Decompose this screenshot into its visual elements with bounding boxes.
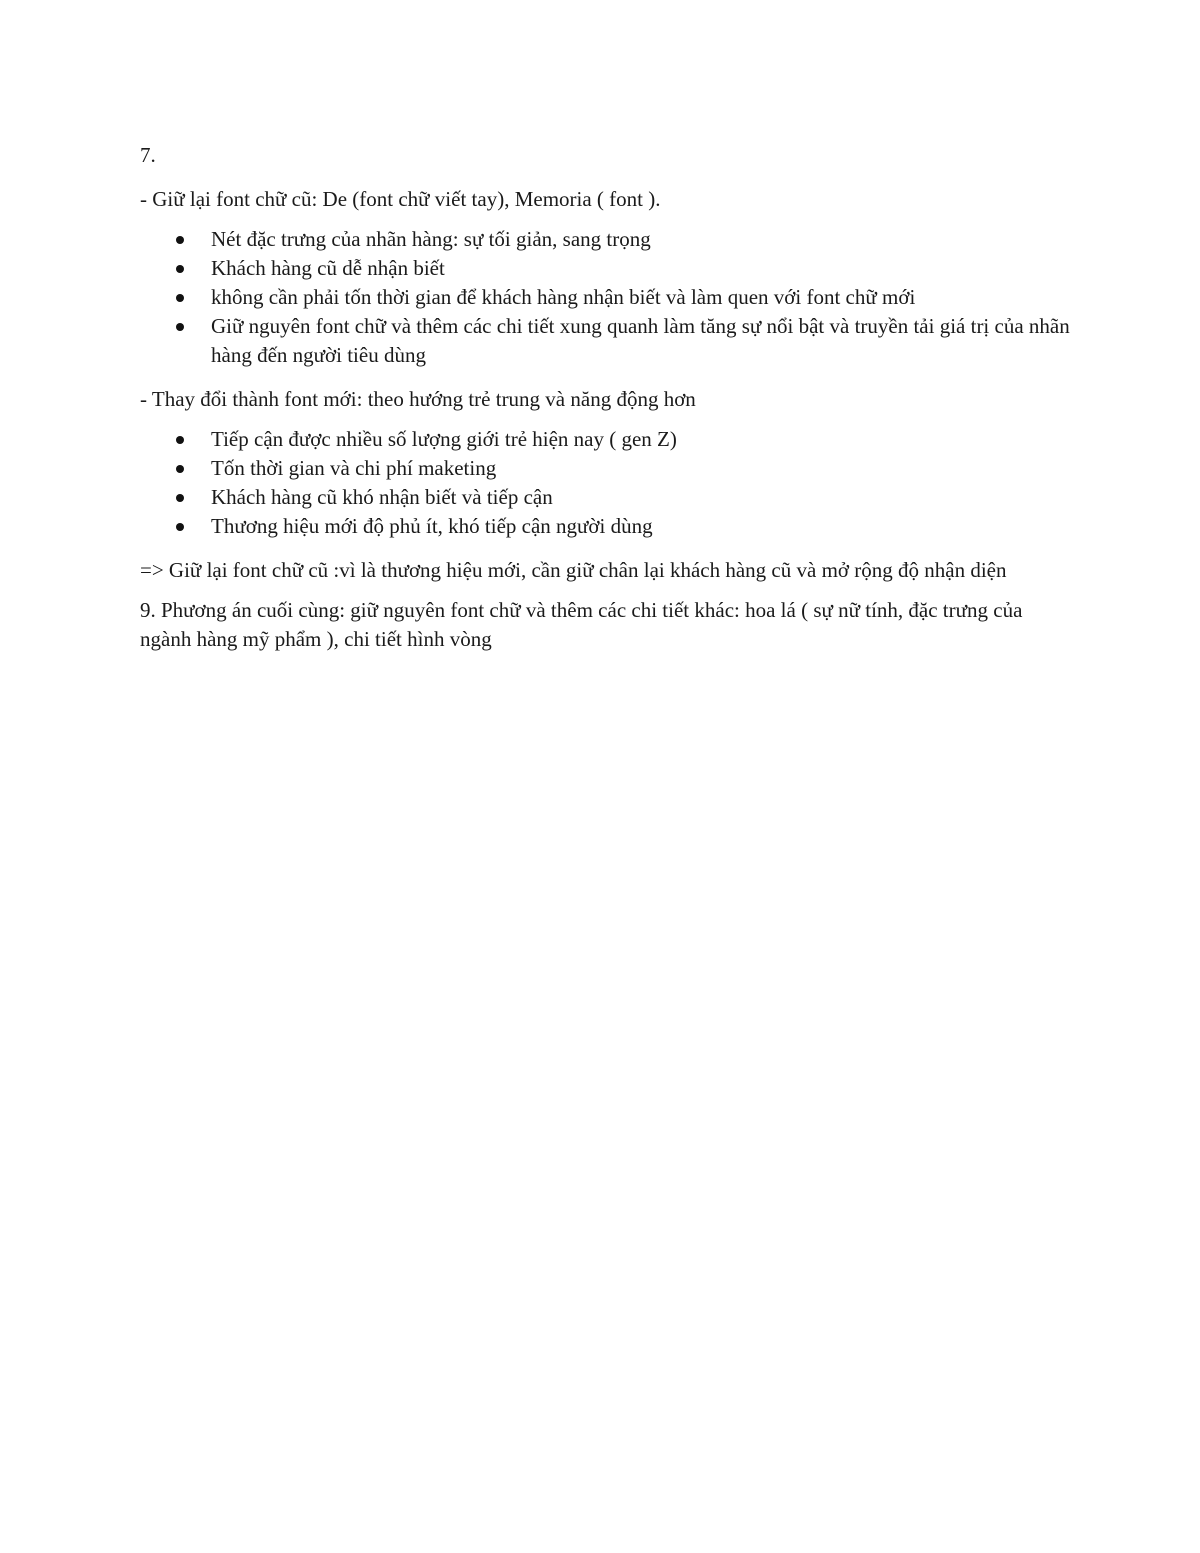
option-keep-heading: - Giữ lại font chữ cũ: De (font chữ viết tay), Memoria ( font ). xyxy=(140,187,661,211)
option-change-heading: - Thay đổi thành font mới: theo hướng trẻ trung và năng động hơn xyxy=(140,387,696,411)
list-item xyxy=(140,225,1070,254)
option-keep-list xyxy=(140,225,1070,370)
bullet-icon xyxy=(176,436,184,444)
document-body xyxy=(140,141,1070,665)
list-item-text: Giữ nguyên font chữ và thêm các chi tiết xung quanh làm tăng sự nổi bật và truyền tải giá trị của nhãn hàng đến người tiêu dùng xyxy=(211,314,1070,367)
final-plan-paragraph: 9. Phương án cuối cùng: giữ nguyên font chữ và thêm các chi tiết khác: hoa lá ( sự nữ tính, đặc trưng của ngành hàng mỹ phẩm ), chi tiết hình vòng xyxy=(140,598,1023,651)
option-change-list xyxy=(140,425,1070,541)
list-item-text: không cần phải tốn thời gian để khách hàng nhận biết và làm quen với font chữ mới xyxy=(211,285,916,309)
list-item xyxy=(140,454,1070,483)
bullet-icon xyxy=(176,265,184,273)
list-item xyxy=(140,254,1070,283)
list-item-text: Khách hàng cũ khó nhận biết và tiếp cận xyxy=(211,485,553,509)
bullet-icon xyxy=(176,465,184,473)
bullet-icon xyxy=(176,236,184,244)
list-item-text: Khách hàng cũ dễ nhận biết xyxy=(211,256,445,280)
list-item-text: Nét đặc trưng của nhãn hàng: sự tối giản, sang trọng xyxy=(211,227,651,251)
list-item xyxy=(140,283,1070,312)
list-item-text: Thương hiệu mới độ phủ ít, khó tiếp cận người dùng xyxy=(211,514,653,538)
list-item xyxy=(140,512,1070,541)
list-item xyxy=(140,425,1070,454)
list-item xyxy=(140,483,1070,512)
list-item xyxy=(140,312,1070,370)
bullet-icon xyxy=(176,323,184,331)
conclusion-paragraph: => Giữ lại font chữ cũ :vì là thương hiệu mới, cần giữ chân lại khách hàng cũ và mở rộng độ nhận diện xyxy=(140,558,1007,582)
bullet-icon xyxy=(176,294,184,302)
list-item-text: Tốn thời gian và chi phí maketing xyxy=(211,456,497,480)
bullet-icon xyxy=(176,494,184,502)
section-number: 7. xyxy=(140,143,156,167)
bullet-icon xyxy=(176,523,184,531)
list-item-text: Tiếp cận được nhiều số lượng giới trẻ hiện nay ( gen Z) xyxy=(211,427,677,451)
